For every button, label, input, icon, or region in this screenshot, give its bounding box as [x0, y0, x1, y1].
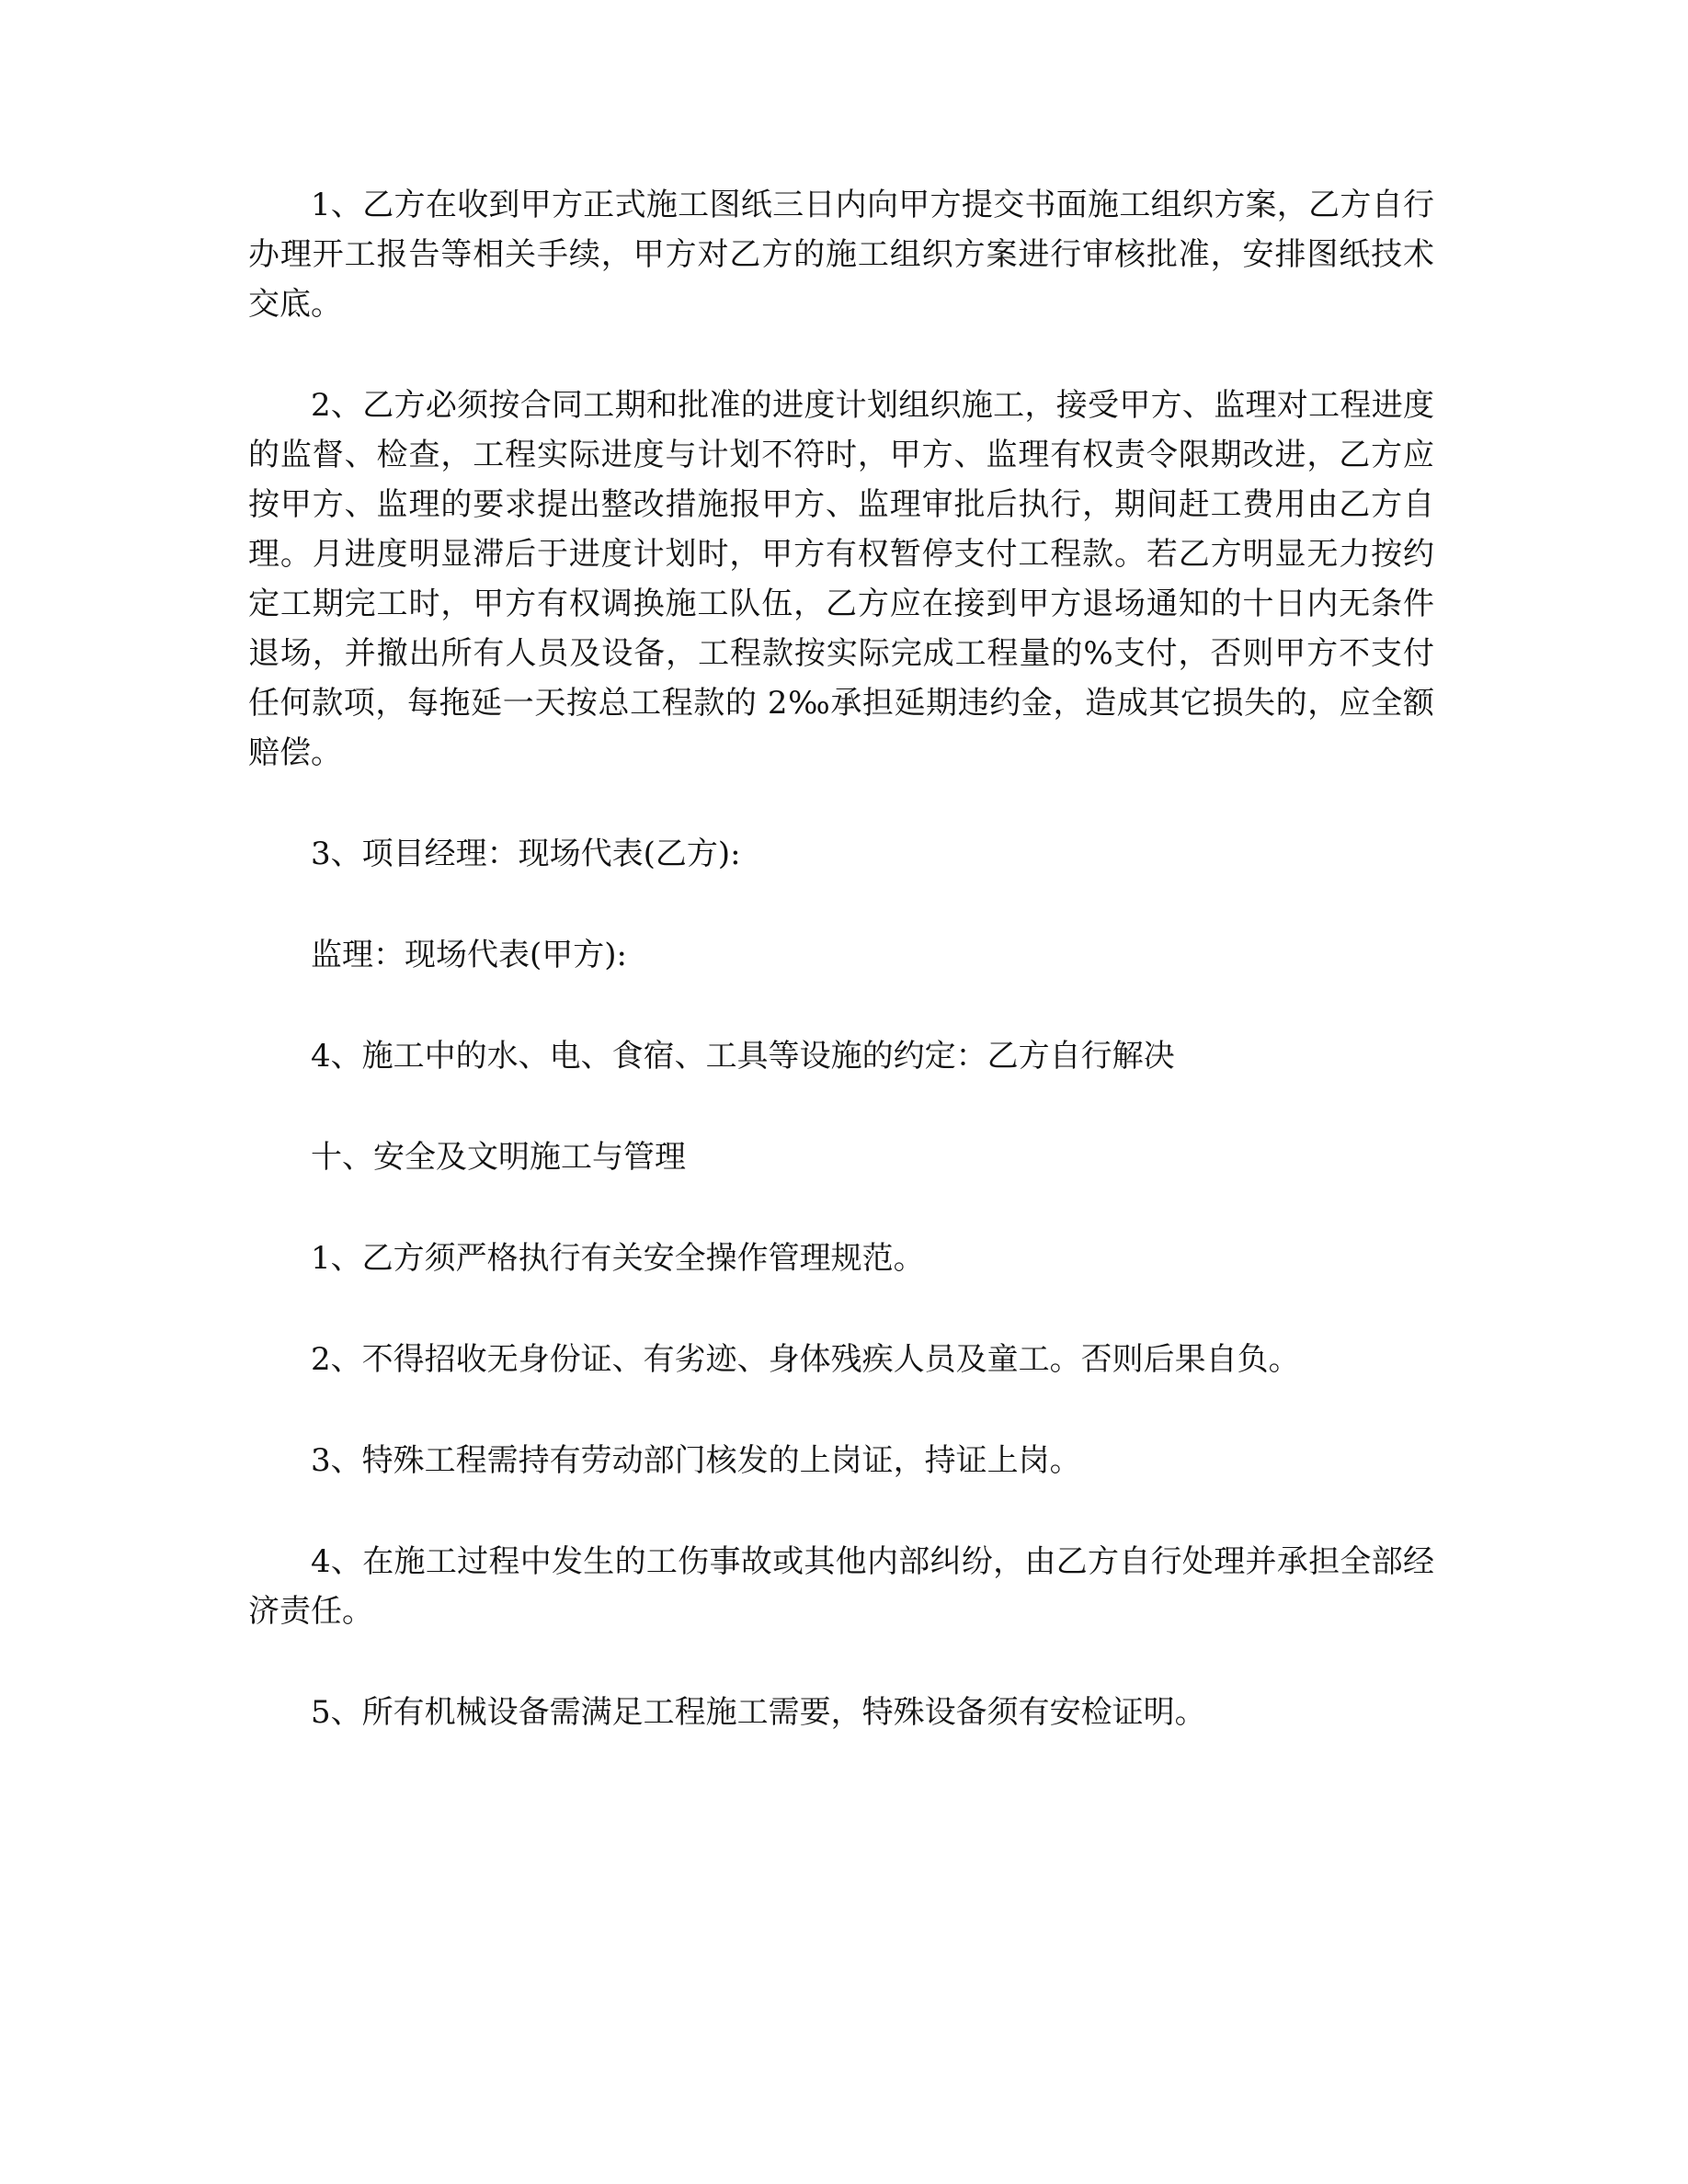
- paragraph-equipment: 5、所有机械设备需满足工程施工需要，特殊设备须有安检证明。: [311, 1694, 1206, 1731]
- paragraph-utilities: 4、施工中的水、电、食宿、工具等设施的约定：乙方自行解决: [311, 1038, 1175, 1075]
- paragraph-schedule: 2、乙方必须按合同工期和批准的进度计划组织施工，接受甲方、监理对工程进度的监督、检查，工程实际进度与计划不符时，甲方、监理有权责令限期改进，乙方应按甲方、监理的要求提出整改措施报甲方、监理审批后执行，期间赶工费用由乙方自理。月进度明显滞后于进度计划时，甲方有权暂停支付工程款。若乙方明显无力按约定工期完工时，甲方有权调换施工队伍，乙方应在接到甲方退场通知的十日内无条件退场，并撤出所有人员及设备，工程款按实际完成工程量的%支付，否则甲方不支付任何款项，每拖延一天按总工程款的 2‰承担延期违约金，造成其它损失的，应全额赔偿。: [248, 387, 1434, 771]
- paragraph-site-plan: 1、乙方在收到甲方正式施工图纸三日内向甲方提交书面施工组织方案，乙方自行办理开工报告等相关手续，甲方对乙方的施工组织方案进行审核批准，安排图纸技术交底。: [248, 187, 1434, 323]
- paragraph-safety-rules: 1、乙方须严格执行有关安全操作管理规范。: [311, 1240, 925, 1277]
- paragraph-project-manager: 3、项目经理：现场代表(乙方):: [311, 836, 741, 872]
- paragraph-supervisor: 监理：现场代表(甲方):: [311, 937, 627, 973]
- section-heading-safety: 十、安全及文明施工与管理: [311, 1139, 686, 1176]
- paragraph-injury: 4、在施工过程中发生的工伤事故或其他内部纠纷，由乙方自行处理并承担全部经济责任。: [248, 1543, 1434, 1630]
- paragraph-certificates: 3、特殊工程需持有劳动部门核发的上岗证，持证上岗。: [311, 1442, 1081, 1479]
- paragraph-hiring: 2、不得招收无身份证、有劣迹、身体残疾人员及童工。否则后果自负。: [311, 1341, 1300, 1378]
